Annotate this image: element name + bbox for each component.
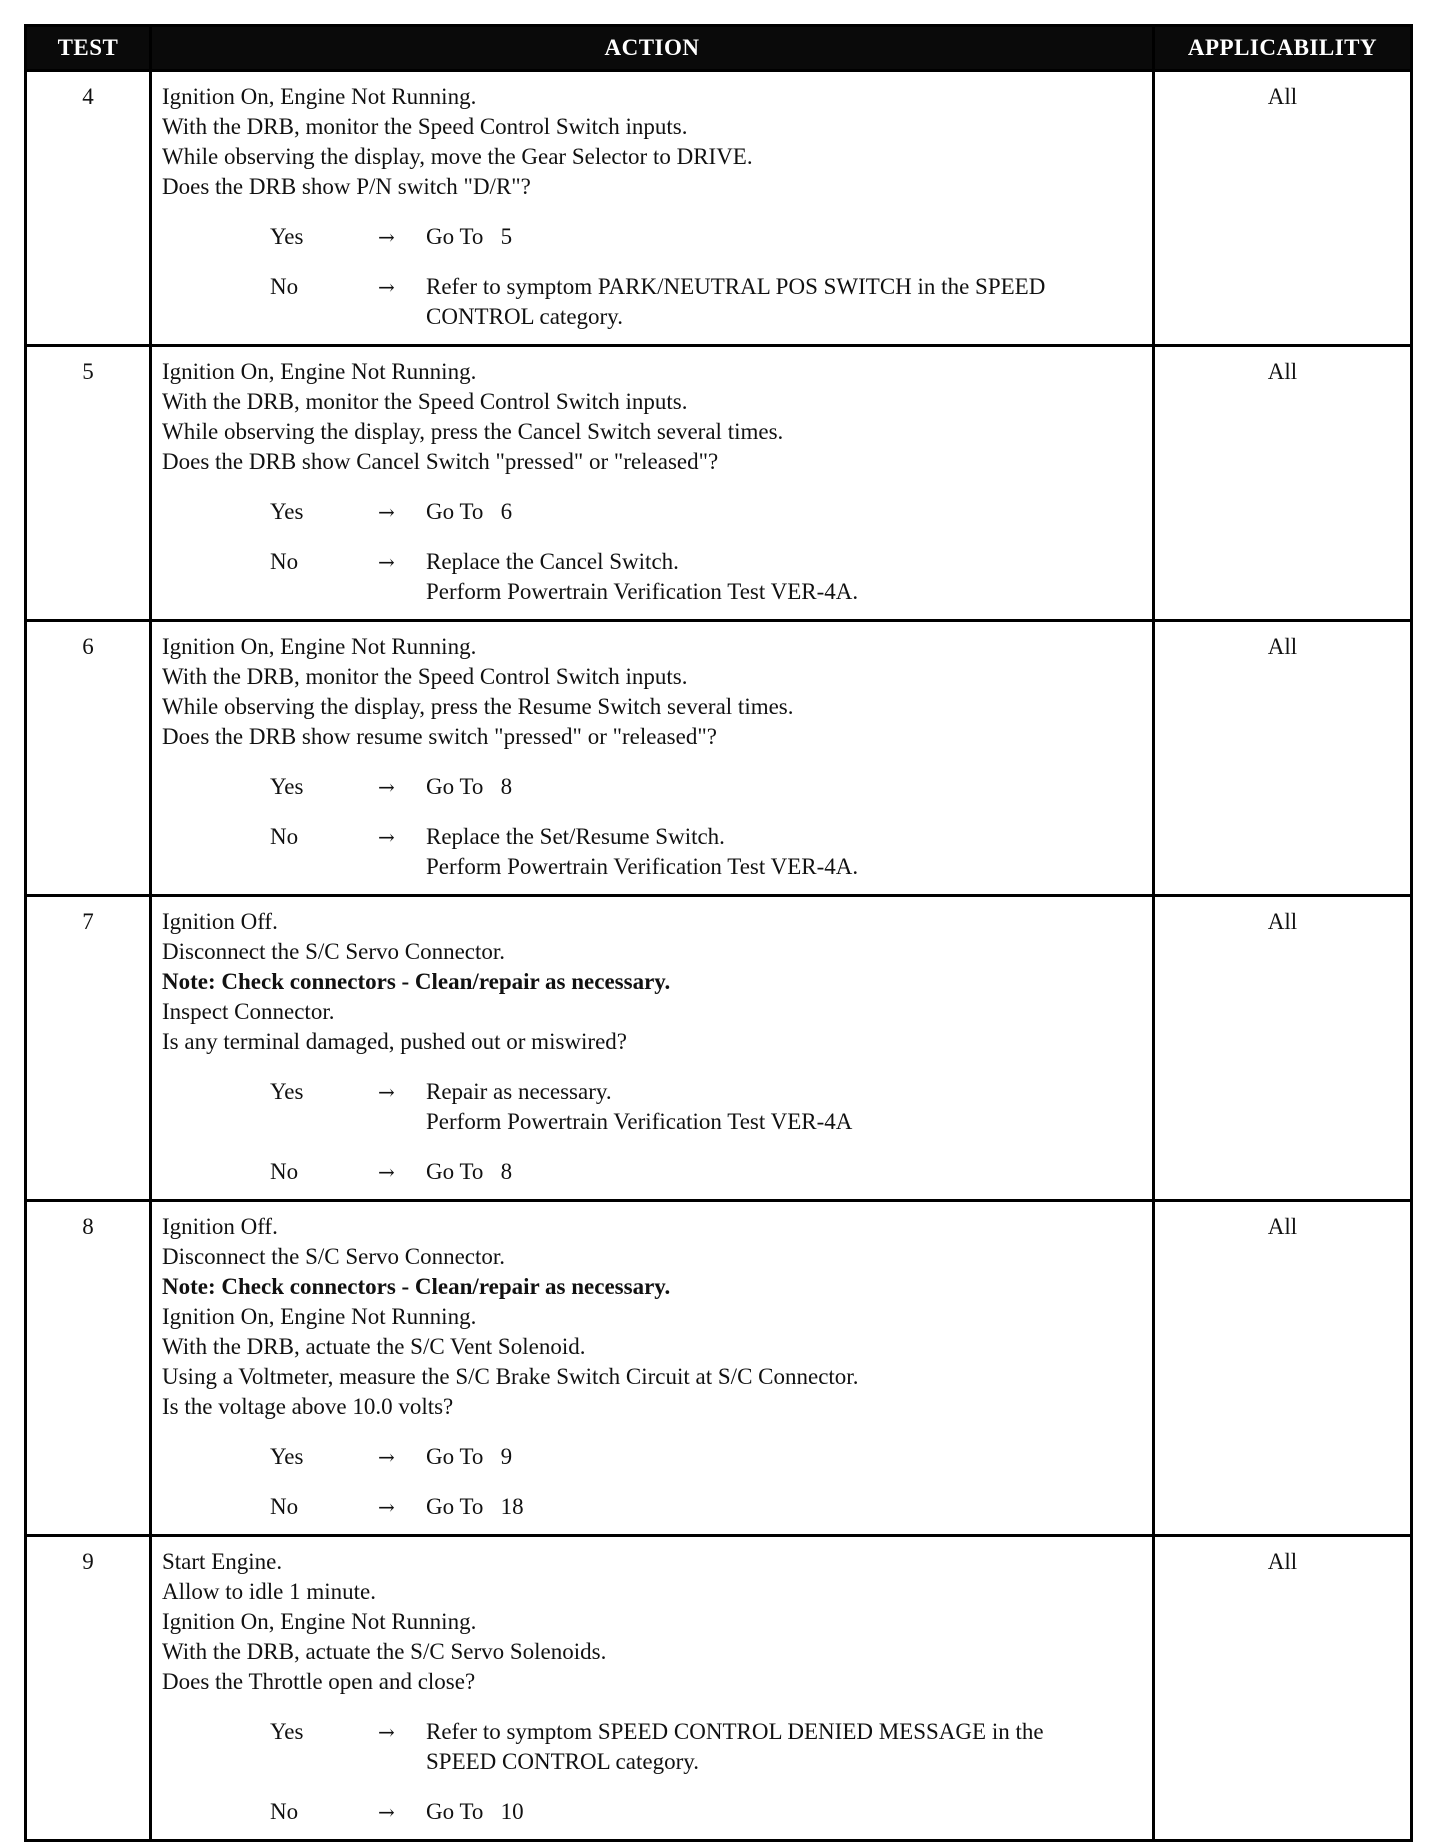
result-line: Replace the Cancel Switch. [426, 549, 679, 574]
header-action: ACTION [151, 26, 1154, 71]
no-outcome [270, 1157, 1144, 1187]
action-step: Ignition On, Engine Not Running. [162, 634, 477, 659]
action-cell [151, 1201, 1154, 1536]
yes-outcome [270, 772, 1144, 802]
table-row [26, 621, 1412, 896]
action-step: Start Engine. [162, 1549, 283, 1574]
action-step: Allow to idle 1 minute. [162, 1579, 377, 1604]
action-step: While observing the display, press the Resume Switch several times. [162, 694, 794, 719]
table-header [26, 26, 1412, 71]
action-step: With the DRB, monitor the Speed Control Switch inputs. [162, 389, 688, 414]
action-step: Does the DRB show Cancel Switch "pressed" or "released"? [162, 449, 719, 474]
right-arrow-icon: → [378, 775, 395, 799]
right-arrow-icon: → [378, 1720, 395, 1744]
result-line: Go To 6 [426, 499, 513, 524]
action-step: Ignition Off. [162, 1214, 278, 1239]
right-arrow-icon: → [378, 1800, 395, 1824]
result-line: Perform Powertrain Verification Test VER-4A. [426, 579, 859, 604]
action-step: Disconnect the S/C Servo Connector. [162, 939, 506, 964]
no-result [426, 1157, 1144, 1187]
test-number: 5 [26, 346, 151, 621]
right-arrow-icon: → [378, 275, 395, 299]
yes-result [426, 222, 1144, 252]
yes-label: Yes [270, 1444, 304, 1469]
result-line: Replace the Set/Resume Switch. [426, 824, 725, 849]
result-line: Go To 8 [426, 774, 513, 799]
applicability-cell: All [1154, 896, 1412, 1201]
action-step: Ignition On, Engine Not Running. [162, 1609, 477, 1634]
table-row [26, 1536, 1412, 1841]
yes-label: Yes [270, 1719, 304, 1744]
result-line: Go To 5 [426, 224, 513, 249]
no-label: No [270, 1799, 299, 1824]
no-outcome [270, 547, 1144, 607]
result-line: Go To 18 [426, 1494, 524, 1519]
table-row [26, 896, 1412, 1201]
right-arrow-icon: → [378, 825, 395, 849]
header-row [26, 26, 1412, 71]
yes-label: Yes [270, 224, 304, 249]
action-step: Does the Throttle open and close? [162, 1669, 476, 1694]
result-line: Go To 8 [426, 1159, 513, 1184]
test-number: 7 [26, 896, 151, 1201]
action-step: Inspect Connector. [162, 999, 335, 1024]
action-step: Using a Voltmeter, measure the S/C Brake Switch Circuit at S/C Connector. [162, 1364, 859, 1389]
right-arrow-icon: → [378, 1080, 395, 1104]
result-line: Perform Powertrain Verification Test VER-4A. [426, 854, 859, 879]
no-result [426, 1797, 1144, 1827]
yes-outcome [270, 1717, 1144, 1777]
right-arrow-icon: → [378, 500, 395, 524]
table-row [26, 71, 1412, 346]
action-step: Does the DRB show P/N switch "D/R"? [162, 174, 531, 199]
no-outcome [270, 1492, 1144, 1522]
applicability-cell: All [1154, 346, 1412, 621]
right-arrow-icon: → [378, 550, 395, 574]
action-step: Disconnect the S/C Servo Connector. [162, 1244, 506, 1269]
test-number: 4 [26, 71, 151, 346]
action-cell [151, 346, 1154, 621]
action-cell [151, 71, 1154, 346]
yes-outcome [270, 497, 1144, 527]
action-step: Is any terminal damaged, pushed out or miswired? [162, 1029, 627, 1054]
result-line: Refer to symptom PARK/NEUTRAL POS SWITCH in the SPEED [426, 274, 1046, 299]
no-result [426, 1492, 1144, 1522]
applicability-cell: All [1154, 71, 1412, 346]
result-line: Refer to symptom SPEED CONTROL DENIED MESSAGE in the [426, 1719, 1044, 1744]
no-outcome [270, 822, 1144, 882]
right-arrow-icon: → [378, 1445, 395, 1469]
header-applicability: APPLICABILITY [1154, 26, 1412, 71]
yes-result [426, 1077, 1144, 1137]
action-step: Is the voltage above 10.0 volts? [162, 1394, 454, 1419]
no-label: No [270, 274, 299, 299]
note-text: Note: Check connectors - Clean/repair as necessary. [162, 1274, 671, 1299]
action-step: While observing the display, move the Gear Selector to DRIVE. [162, 144, 753, 169]
no-outcome [270, 1797, 1144, 1827]
applicability-cell: All [1154, 1201, 1412, 1536]
action-step: With the DRB, monitor the Speed Control Switch inputs. [162, 114, 688, 139]
action-cell [151, 896, 1154, 1201]
no-label: No [270, 1159, 299, 1184]
yes-result [426, 1442, 1144, 1472]
result-line: CONTROL category. [426, 304, 623, 329]
action-step: Ignition On, Engine Not Running. [162, 84, 477, 109]
yes-label: Yes [270, 774, 304, 799]
right-arrow-icon: → [378, 1495, 395, 1519]
no-label: No [270, 824, 299, 849]
action-step: Ignition Off. [162, 909, 278, 934]
yes-label: Yes [270, 1079, 304, 1104]
diagnostic-procedure-page [24, 24, 1410, 1842]
no-result [426, 547, 1144, 607]
yes-result [426, 497, 1144, 527]
right-arrow-icon: → [378, 225, 395, 249]
note-text: Note: Check connectors - Clean/repair as necessary. [162, 969, 671, 994]
result-line: Go To 10 [426, 1799, 524, 1824]
yes-outcome [270, 1442, 1144, 1472]
action-step: With the DRB, actuate the S/C Vent Solenoid. [162, 1334, 586, 1359]
header-test: TEST [26, 26, 151, 71]
table-body [26, 71, 1412, 1841]
yes-result [426, 772, 1144, 802]
action-step: With the DRB, monitor the Speed Control Switch inputs. [162, 664, 688, 689]
action-step: With the DRB, actuate the S/C Servo Solenoids. [162, 1639, 607, 1664]
table-row [26, 1201, 1412, 1536]
no-label: No [270, 1494, 299, 1519]
no-outcome [270, 272, 1144, 332]
no-result [426, 822, 1144, 882]
no-label: No [270, 549, 299, 574]
no-result [426, 272, 1144, 332]
test-number: 9 [26, 1536, 151, 1841]
diagnostic-test-table [24, 24, 1413, 1842]
table-row [26, 346, 1412, 621]
result-line: SPEED CONTROL category. [426, 1749, 699, 1774]
applicability-cell: All [1154, 1536, 1412, 1841]
yes-outcome [270, 1077, 1144, 1137]
action-step: Ignition On, Engine Not Running. [162, 359, 477, 384]
action-step: Does the DRB show resume switch "pressed" or "released"? [162, 724, 717, 749]
yes-label: Yes [270, 499, 304, 524]
result-line: Go To 9 [426, 1444, 513, 1469]
yes-result [426, 1717, 1144, 1777]
result-line: Perform Powertrain Verification Test VER-4A [426, 1109, 853, 1134]
action-cell [151, 1536, 1154, 1841]
yes-outcome [270, 222, 1144, 252]
test-number: 6 [26, 621, 151, 896]
right-arrow-icon: → [378, 1160, 395, 1184]
action-cell [151, 621, 1154, 896]
result-line: Repair as necessary. [426, 1079, 612, 1104]
action-step: While observing the display, press the Cancel Switch several times. [162, 419, 784, 444]
test-number: 8 [26, 1201, 151, 1536]
action-step: Ignition On, Engine Not Running. [162, 1304, 477, 1329]
applicability-cell: All [1154, 621, 1412, 896]
